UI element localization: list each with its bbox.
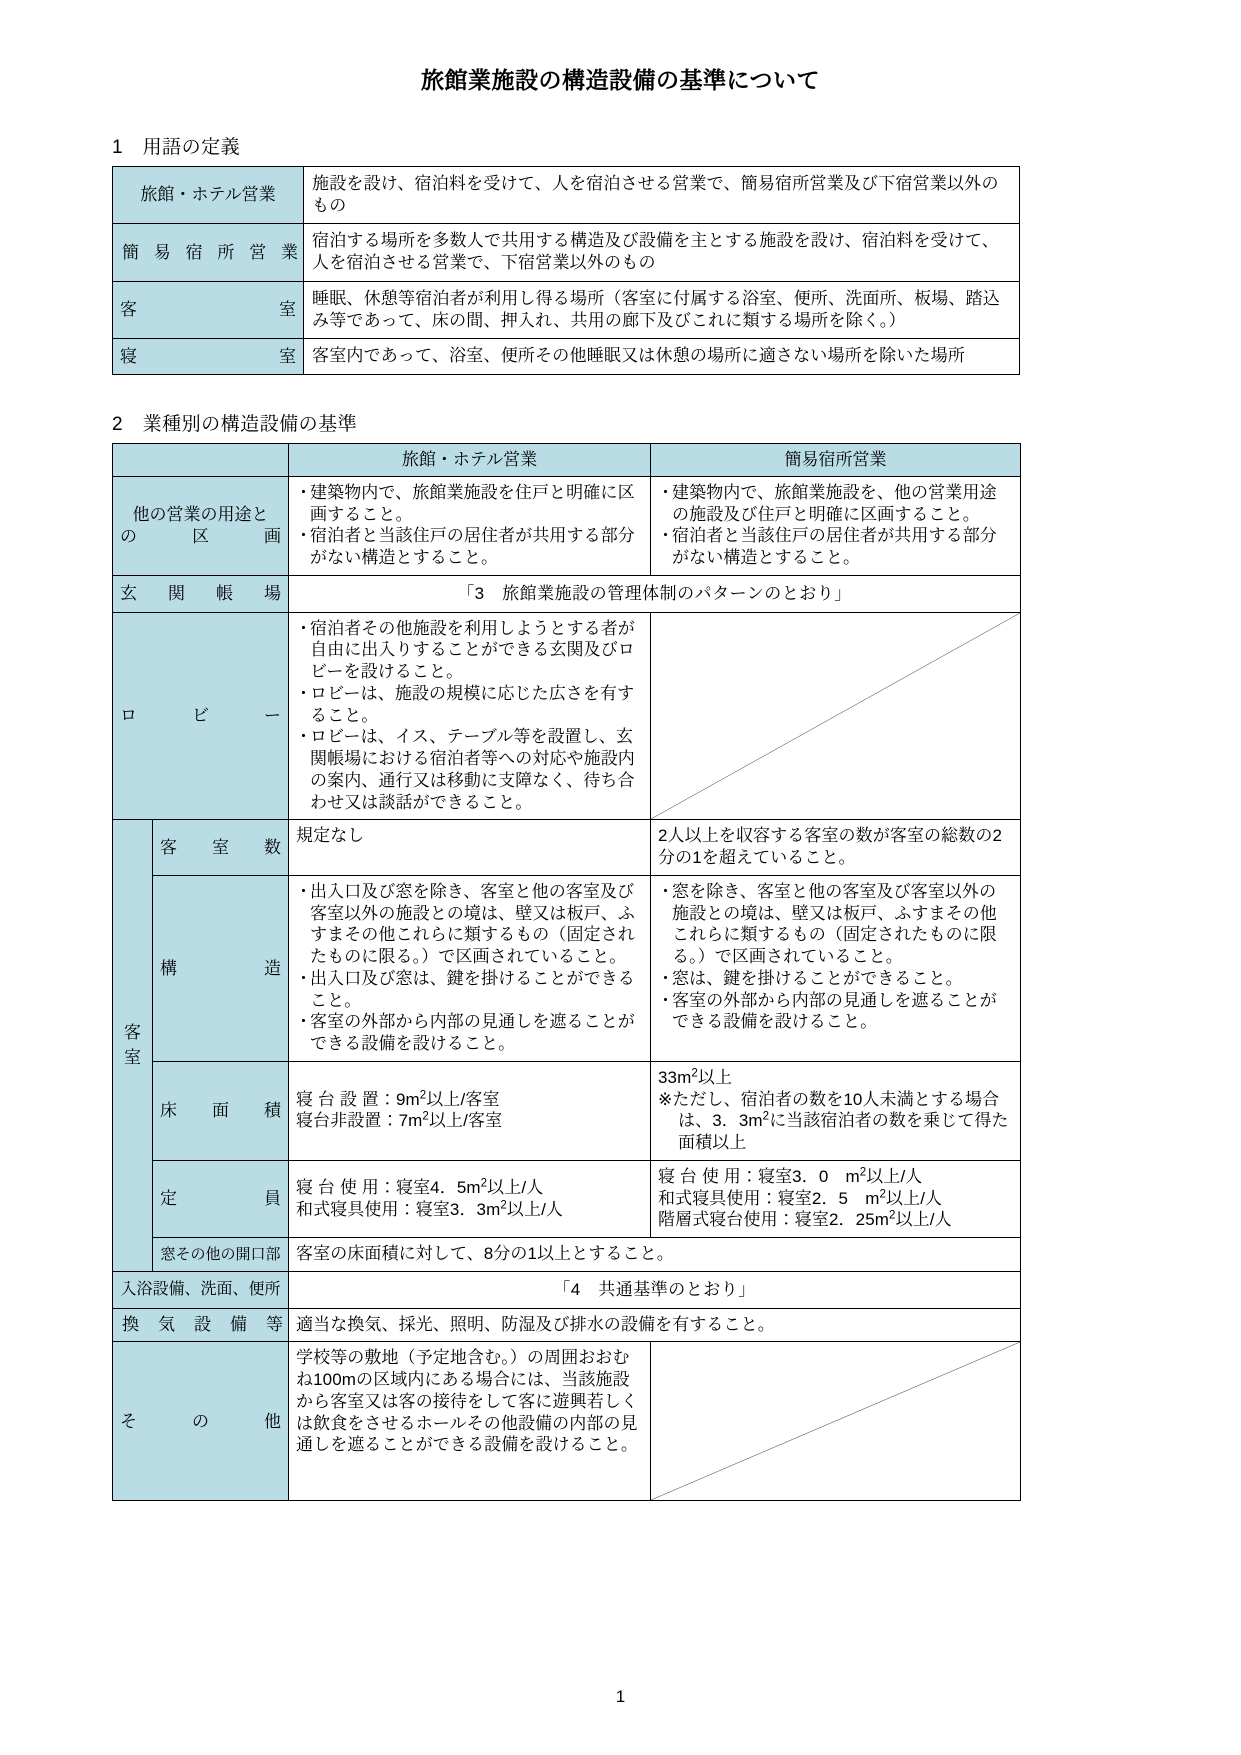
bullet-list (658, 881, 1013, 1033)
cell-sonota-kani-not-applicable (651, 1342, 1021, 1501)
cell-nyuyoku-shared: 「4 共通基準のとおり」 (289, 1271, 1021, 1308)
term-label-text (120, 346, 296, 368)
cell-lobby-kani-not-applicable (651, 612, 1021, 820)
term-label-text (120, 242, 300, 264)
bullet-list (296, 881, 643, 1055)
row-label-line2 (120, 526, 281, 548)
bullet-list (296, 618, 643, 814)
value-lines (296, 1089, 643, 1133)
value-lines (296, 1177, 643, 1221)
cell-genkan-chouba-shared: 「3 旅館業施設の管理体制のパターンのとおり」 (289, 575, 1021, 612)
list-item: ・ ロビーは、イス、テーブル等を設置し、玄関帳場における宿泊者等への対応や施設内の案内、通行又は移動に支障なく、待ち合わせ又は談話ができること。 (296, 726, 643, 813)
term-label-ryokan-hotel (113, 166, 304, 224)
list-item: ・ 客室の外部から内部の見通しを遮ることができる設備を設けること。 (296, 1011, 643, 1055)
label-char: 他 (264, 1411, 281, 1431)
value-line-bed-use: 寝 台 使 用：寝室3．0 $m^2$以上/人 (658, 1166, 923, 1186)
standards-table (112, 443, 1021, 1501)
cell-yukamenseki-ryokan (289, 1061, 651, 1160)
label-char: 業 (280, 242, 298, 262)
label-char: 造 (264, 958, 281, 978)
page-number: 1 (615, 1687, 626, 1706)
row-label-text (160, 958, 281, 980)
label-char: 設 (194, 1315, 211, 1335)
cell-kukaku-kani (651, 476, 1021, 575)
label-char: 玄 (120, 583, 137, 603)
list-item: ・ 建築物内で、旅館業施設を、他の営業用途の施設及び住戸と明確に区画すること。 (658, 482, 1013, 526)
bullet-list (296, 482, 643, 569)
table-row-kanki (113, 1308, 1021, 1342)
row-label-sonota (113, 1342, 289, 1501)
list-item: ・ ロビーは、施設の規模に応じた広さを有すること。 (296, 683, 643, 727)
list-item: ・ 宿泊者その他施設を利用しようとする者が自由に出入りすることができる玄関及びロビーを設けること。 (296, 618, 643, 683)
label-char: 易 (153, 242, 171, 262)
label-char: 室 (212, 837, 229, 857)
label-char: 画 (264, 526, 281, 546)
list-item: ・ 建築物内で、旅館業施設を住戸と明確に区画すること。 (296, 482, 643, 526)
row-label-text (120, 583, 281, 605)
label-char: ー (264, 706, 281, 726)
list-item: ・ 窓を除き、客室と他の客室及び客室以外の施設との境は、壁又は板戸、ふすまその他これらに類するもの（固定されたものに限る。）で区画されていること。 (658, 881, 1013, 968)
label-char: ロ (120, 706, 137, 726)
row-group-label-kyakushitsu (113, 820, 153, 1272)
row-label-text (160, 837, 281, 859)
cell-kouzou-kani (651, 875, 1021, 1061)
table-row-kyakushitsu-su (113, 820, 1021, 876)
cell-kukaku-ryokan (289, 476, 651, 575)
value-line-japanese-bedding-use: 和式寝具使用：寝室3．$3m^2$以上/人 (296, 1198, 564, 1219)
row-label-kyakushitsu-su (153, 820, 289, 876)
term-label-shinshitsu (113, 339, 304, 375)
label-char: 気 (158, 1315, 175, 1335)
table-row-kouzou (113, 875, 1021, 1061)
term-definition-shinshitsu: 客室内であって、浴室、便所その他睡眠又は休憩の場所に適さない場所を除いた場所 (304, 339, 1020, 375)
term-label-text (120, 299, 296, 321)
section2-heading: 2 業種別の構造設備の基準 (112, 414, 358, 436)
row-label-text (120, 705, 281, 727)
term-label-text: 旅館・ホテル営業 (140, 185, 276, 205)
label-char: 帳 (216, 583, 233, 603)
column-header-kani-shukusho: 簡易宿所営業 (651, 444, 1021, 477)
cell-teiin-ryokan (289, 1160, 651, 1237)
label-char: ビ (192, 706, 209, 726)
label-char: 客 (160, 837, 177, 857)
list-item: ・ 出入口及び窓を除き、客室と他の客室及び客室以外の施設との境は、壁又は板戸、ふすまその他これらに類するもの（固定されたものに限る。）で区画されていること。 (296, 881, 643, 968)
value-line-bed-use: 寝 台 使 用：寝室4．$5m^2$以上/人 (296, 1177, 544, 1197)
term-label-kani-shukusho (113, 224, 304, 282)
label-char: 場 (264, 583, 281, 603)
row-label-kukaku (113, 476, 289, 575)
row-label-lobby (113, 612, 289, 820)
table-row-kukaku (113, 476, 1021, 575)
label-char: 関 (168, 583, 185, 603)
label-char: 寝 (120, 346, 137, 366)
table-row-nyuyoku (113, 1271, 1021, 1308)
row-label-kanki (113, 1308, 289, 1342)
label-char: 数 (264, 837, 281, 857)
table-row-sonota (113, 1342, 1021, 1501)
row-label-yukamenseki (153, 1061, 289, 1160)
term-label-kyakushitsu (113, 281, 304, 339)
label-char: 室 (279, 346, 296, 366)
value-line-minimum-area: $33m^2$以上 (658, 1067, 733, 1087)
label-char: 等 (266, 1315, 283, 1335)
label-char: 客 (120, 300, 137, 320)
diagonal-line-wrapper (651, 1342, 1020, 1500)
list-item: ・ 客室の外部から内部の見通しを遮ることができる設備を設けること。 (658, 990, 1013, 1034)
table-row-lobby (113, 612, 1021, 820)
value-line-bed-installed: 寝 台 設 置：$9m^2$以上/客室 (296, 1088, 500, 1109)
table-row-genkan-chouba (113, 575, 1021, 612)
label-char: 室 (124, 1047, 141, 1067)
label-char: の (120, 526, 137, 546)
table-header-row (113, 444, 1021, 477)
diagonal-line-wrapper (651, 613, 1020, 819)
term-definition-kyakushitsu: 睡眠、休憩等宿泊者が利用し得る場所（客室に付属する浴室、便所、洗面所、板場、踏込み等であって、床の間、押入れ、共用の廊下及びこれに類する場所を除く。） (304, 281, 1020, 339)
row-label-line1: 他の営業の用途と (132, 505, 269, 525)
list-item: ・ 出入口及び窓は、鍵を掛けることができること。 (296, 968, 643, 1012)
cell-kyakushitsu-su-ryokan: 規定なし (289, 820, 651, 876)
list-item: ・ 宿泊者と当該住戸の居住者が共用する部分がない構造とすること。 (296, 525, 643, 569)
label-char: 室 (279, 300, 296, 320)
cell-mado-shared: 客室の床面積に対して、8分の1以上とすること。 (289, 1238, 1021, 1272)
label-char: 営 (249, 242, 267, 262)
label-char: 区 (192, 526, 209, 546)
table-row (113, 224, 1020, 282)
table-row (113, 281, 1020, 339)
label-char: 定 (160, 1189, 177, 1209)
cell-lobby-ryokan (289, 612, 651, 820)
label-char: 宿 (185, 242, 203, 262)
column-header-ryokan-hotel: 旅館・ホテル営業 (289, 444, 651, 477)
label-char: の (192, 1411, 209, 1431)
value-line-bunk-bed-use: 階層式寝台使用：寝室2．$25m^2$以上/人 (658, 1209, 952, 1230)
section1-heading: 1 用語の定義 (112, 136, 241, 158)
table-row (113, 339, 1020, 375)
cell-kouzou-ryokan (289, 875, 651, 1061)
label-char: 備 (230, 1315, 247, 1335)
row-label-text (160, 1100, 281, 1122)
label-char: 員 (264, 1189, 281, 1209)
term-definition-kani-shukusho: 宿泊する場所を多数人で共用する構造及び設備を主とする施設を設け、宿泊料を受けて、人を宿泊させる営業で、下宿営業以外のもの (304, 224, 1020, 282)
value-lines (658, 1166, 1013, 1231)
label-char: 構 (160, 958, 177, 978)
label-char: 積 (264, 1101, 281, 1121)
row-label-text (160, 1188, 281, 1210)
row-label-nyuyoku: 入浴設備、洗面、便所 (113, 1271, 289, 1308)
table-row-mado (113, 1238, 1021, 1272)
label-char: 面 (212, 1101, 229, 1121)
table-row-yukamenseki (113, 1061, 1021, 1160)
cell-kanki-shared: 適当な換気、採光、照明、防湿及び排水の設備を有すること。 (289, 1308, 1021, 1342)
value-note-exception: ※ただし、宿泊者の数を10人未満とする場合は、3．$3m^2$に当該宿泊者の数を乗じて得た面積以上 (658, 1089, 1009, 1153)
cell-teiin-kani (651, 1160, 1021, 1237)
list-item: ・ 窓は、鍵を掛けることができること。 (658, 968, 1013, 990)
page-title: 旅館業施設の構造設備の基準について (420, 67, 821, 93)
row-label-kouzou (153, 875, 289, 1061)
row-label-teiin (153, 1160, 289, 1237)
label-char: 換 (122, 1315, 139, 1335)
table-row (113, 166, 1020, 224)
value-line-japanese-bedding-use: 和式寝具使用：寝室2．5 $m^2$以上/人 (658, 1187, 943, 1208)
cell-kyakushitsu-su-kani: 2人以上を収容する客室の数が客室の総数の2分の1を超えていること。 (651, 820, 1021, 876)
label-char: 所 (217, 242, 235, 262)
cell-sonota-ryokan: 学校等の敷地（予定地含む。）の周囲おおむね100mの区域内にある場合には、当該施設から客室又は客の接待をして客に遊興若しくは飲食をさせるホールその他設備の内部の見通しを遮ることができる設備を設けること。 (289, 1342, 651, 1501)
row-label-text (120, 1314, 285, 1336)
row-label-mado: 窓その他の開口部 (153, 1238, 289, 1272)
column-header-blank (113, 444, 289, 477)
term-definition-ryokan-hotel: 施設を設け、宿泊料を受けて、人を宿泊させる営業で、簡易宿所営業及び下宿営業以外のもの (304, 166, 1020, 224)
label-char: 簡 (122, 242, 139, 262)
label-char: 床 (160, 1101, 177, 1121)
label-char: そ (120, 1411, 137, 1431)
list-item: ・ 宿泊者と当該住戸の居住者が共用する部分がない構造とすること。 (658, 525, 1013, 569)
terminology-table (112, 166, 1020, 375)
diagonal-strikethrough-icon (651, 613, 1020, 819)
value-line-bed-not-installed: 寝台非設置：$7m^2$以上/客室 (296, 1110, 503, 1131)
row-label-genkan-chouba (113, 575, 289, 612)
label-char: 客 (124, 1023, 141, 1042)
table-row-teiin (113, 1160, 1021, 1237)
row-label-text (120, 1411, 281, 1433)
diagonal-strikethrough-icon (651, 1342, 1020, 1500)
bullet-list (658, 482, 1013, 569)
cell-yukamenseki-kani (651, 1061, 1021, 1160)
